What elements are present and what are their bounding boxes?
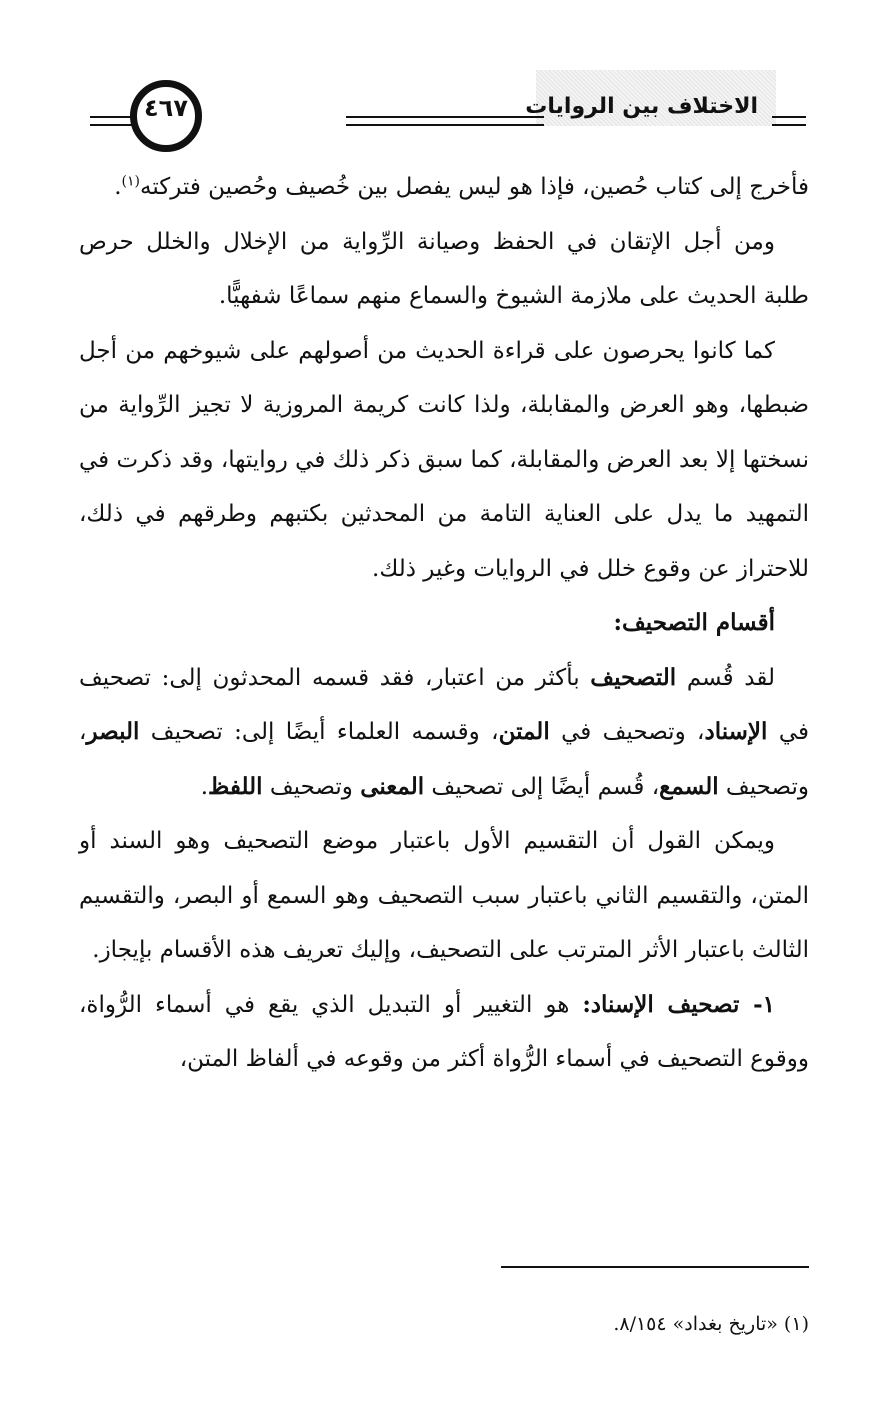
paragraph-1 [79,160,809,215]
p4-text-1: لقد قُسم [676,664,775,691]
p4-term-isnad: الإسناد [704,718,768,745]
p4-text-7: وتصحيف [262,773,361,800]
paragraph-6-text: هو التغيير أو التبديل الذي يقع في أسماء الرُّواة، ووقوع التصحيف في أسماء الرُّواة أكثر من وقوعه في ألفاظ المتن، [79,991,809,1072]
page-header [86,62,806,172]
paragraph-4 [79,651,809,815]
p4-term-basar: البصر [86,718,140,745]
p4-text-5: ، وتصحيف [79,719,809,800]
p4-term-sam: السمع [659,772,719,800]
running-title: الاختلاف بين الروايات [525,94,758,119]
footnote: (١) «تاريخ بغداد» ٨/١٥٤. [613,1313,809,1335]
body-text [79,160,809,1087]
p4-text-2: بأكثر من اعتبار، فقد قسمه المحدثون إلى: تصحيف في [79,664,809,745]
p4-term-matn: المتن [498,718,550,745]
p4-text-8: . [200,773,209,800]
paragraph-1-text: فأخرج إلى كتاب حُصين، فإذا هو ليس يفصل بين خُصيف وحُصين فتركته [140,174,809,200]
p4-term-lafz: اللفظ [208,772,263,800]
p4-text-4: ، وقسمه العلماء أيضًا إلى: تصحيف [139,719,499,745]
footnote-separator [501,1266,809,1268]
paragraph-6 [79,978,809,1087]
paragraph-2: ومن أجل الإتقان في الحفظ وصيانة الرِّواية من الإخلال والخلل حرص طلبة الحديث على ملازمة الشيوخ والسماع منهم سماعًا شفهيًّا. [79,228,809,309]
header-rule-left [90,116,134,126]
header-rule-right [772,116,806,126]
paragraph-6-label: ١- تصحيف الإسناد: [582,990,775,1018]
p4-text-6: ، قُسم أيضًا إلى تصحيف [424,773,660,800]
p4-text-3: ، وتصحيف في [549,719,705,745]
paragraph-5: ويمكن القول أن التقسيم الأول باعتبار موضع التصحيف وهو السند أو المتن، والتقسيم الثاني باعتبار سبب التصحيف وهو السمع أو البصر، والتقسيم الثالث باعتبار الأثر المترتب على التصحيف، وإليك تعريف هذه الأقسام بإيجاز. [79,828,809,963]
paragraph-3: كما كانوا يحرصون على قراءة الحديث من أصولهم على شيوخهم من أجل ضبطها، وهو العرض والمقابلة، ولذا كانت كريمة المروزية لا تجيز الرِّواية من نسختها إلا بعد العرض والمقابلة، كما سبق ذكر ذلك في روايتها، وقد ذكرت في التمهيد ما يدل على العناية التامة من المحدثين بكتبهم وطرقهم في ذلك، للاحتراز عن وقوع خلل في الروايات وغير ذلك. [79,337,809,582]
footnote-reference[interactable]: (١) [121,173,141,190]
header-rule-middle [346,116,544,126]
p4-term-tashif: التصحيف [590,663,677,691]
p4-term-mana: المعنى [360,772,425,800]
section-heading: أقسام التصحيف: [613,609,775,636]
paragraph-1-end: . [114,174,122,200]
page-number: ٤٦٧ [144,94,188,122]
